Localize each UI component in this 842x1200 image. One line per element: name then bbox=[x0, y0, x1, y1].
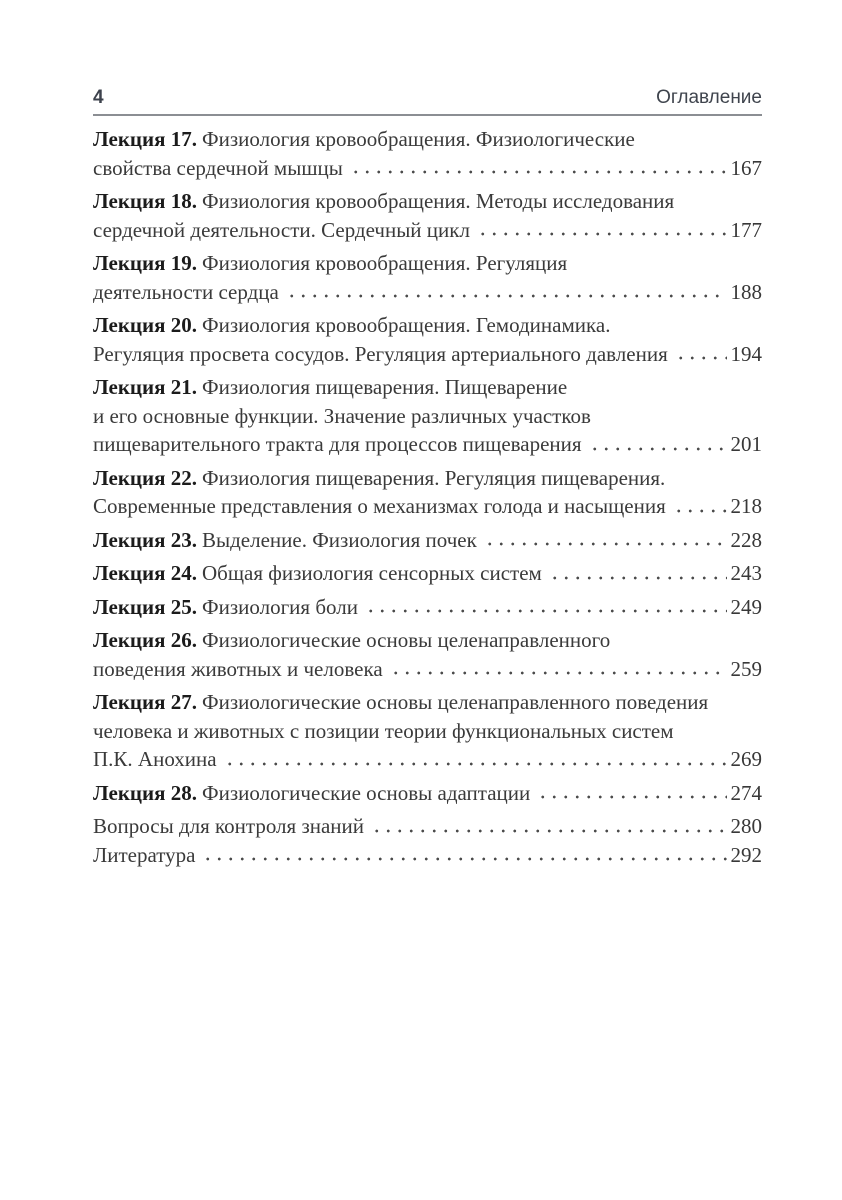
toc-entry bbox=[93, 249, 762, 306]
toc-entry bbox=[93, 779, 762, 808]
dot-leader bbox=[363, 593, 727, 622]
page-ref: 201 bbox=[730, 432, 762, 456]
dot-leader bbox=[547, 559, 727, 588]
toc-entry bbox=[93, 812, 762, 841]
entry-title-text: Физиология кровообращения. Физиологические bbox=[202, 127, 635, 151]
entry-title-text: Физиология пищеварения. Регуляция пищеварения. bbox=[202, 465, 666, 490]
toc-entry-line bbox=[93, 430, 762, 459]
page-ref: 274 bbox=[730, 780, 762, 805]
lecture-label: Лекция 25. bbox=[93, 594, 197, 619]
toc-entry-line bbox=[93, 717, 762, 746]
toc-entry bbox=[93, 593, 762, 622]
dot-leader bbox=[535, 779, 726, 808]
toc-entry-line bbox=[93, 187, 762, 216]
entry-title-text: Физиологические основы адаптации bbox=[202, 780, 531, 805]
dot-leader bbox=[284, 278, 727, 307]
entry-title-text: Физиологические основы целенаправленного bbox=[202, 628, 611, 652]
toc-entry-line bbox=[93, 492, 762, 521]
page-ref: 167 bbox=[730, 155, 762, 180]
toc-entry-line bbox=[93, 626, 762, 655]
dot-leader bbox=[369, 812, 726, 841]
page-ref: 269 bbox=[730, 747, 762, 771]
entry-title-text: Общая физиология сенсорных систем bbox=[202, 561, 542, 585]
toc-entry bbox=[93, 187, 762, 244]
page-ref: 259 bbox=[730, 656, 762, 681]
toc-entry-line bbox=[93, 688, 762, 717]
toc-entry bbox=[93, 688, 762, 774]
toc-entry-line bbox=[93, 655, 762, 684]
entry-title-text: Физиология кровообращения. Регуляция bbox=[202, 251, 568, 275]
lecture-label: Лекция 24. bbox=[93, 561, 197, 585]
toc-entry-line bbox=[93, 249, 762, 278]
entry-title-text: человека и животных с позиции теории функциональных систем bbox=[93, 718, 674, 743]
entry-title-text: П.К. Анохина bbox=[93, 747, 217, 771]
entry-title-text: пищеварительного тракта для процессов пищеварения bbox=[93, 432, 582, 456]
toc-entry-line bbox=[93, 526, 762, 555]
page-ref: 188 bbox=[730, 279, 762, 304]
header-rule bbox=[93, 114, 762, 116]
toc-entry bbox=[93, 125, 762, 182]
dot-leader bbox=[671, 492, 727, 521]
toc-entry-line bbox=[93, 125, 762, 154]
dot-leader bbox=[475, 216, 727, 245]
toc-entry-line bbox=[93, 841, 762, 870]
toc-entry bbox=[93, 311, 762, 368]
lecture-label: Лекция 28. bbox=[93, 780, 197, 805]
page-content bbox=[93, 86, 762, 869]
entry-title-text: Современные представления о механизмах голода и насыщения bbox=[93, 494, 666, 518]
toc-entry bbox=[93, 464, 762, 521]
dot-leader bbox=[348, 154, 727, 183]
entry-title-text: Литература bbox=[93, 842, 196, 867]
dot-leader bbox=[587, 430, 727, 459]
page-ref: 243 bbox=[730, 561, 762, 585]
entry-title-text: Регуляция просвета сосудов. Регуляция артериального давления bbox=[93, 341, 668, 366]
toc-entry-line bbox=[93, 745, 762, 774]
page-ref: 292 bbox=[730, 842, 762, 867]
toc-entry-line bbox=[93, 311, 762, 340]
lecture-label: Лекция 17. bbox=[93, 127, 197, 151]
toc-entry-line bbox=[93, 340, 762, 369]
page-ref: 218 bbox=[730, 494, 762, 518]
running-header bbox=[93, 86, 762, 110]
page-ref: 177 bbox=[730, 217, 762, 242]
toc-entry-line bbox=[93, 559, 762, 588]
lecture-label: Лекция 23. bbox=[93, 527, 197, 552]
page-ref: 249 bbox=[730, 594, 762, 619]
entry-title-text: Выделение. Физиология почек bbox=[202, 527, 477, 552]
page-number: 4 bbox=[93, 87, 104, 108]
dot-leader bbox=[388, 655, 727, 684]
lecture-label: Лекция 22. bbox=[93, 465, 197, 490]
toc-entry-line bbox=[93, 779, 762, 808]
toc-entry-line bbox=[93, 154, 762, 183]
toc-entry-line bbox=[93, 402, 762, 431]
entry-title-text: Физиология пищеварения. Пищеварение bbox=[202, 375, 568, 399]
toc-entry-line bbox=[93, 593, 762, 622]
entry-title-text: Вопросы для контроля знаний bbox=[93, 814, 365, 838]
page-ref: 194 bbox=[730, 341, 762, 366]
toc-entry-line bbox=[93, 278, 762, 307]
entry-title-text: Физиологические основы целенаправленного поведения bbox=[202, 690, 709, 714]
page-ref: 228 bbox=[730, 527, 762, 552]
toc-entry bbox=[93, 559, 762, 588]
lecture-label: Лекция 26. bbox=[93, 628, 197, 652]
toc-entry-line bbox=[93, 464, 762, 493]
toc-entry-line bbox=[93, 373, 762, 402]
dot-leader bbox=[200, 841, 726, 870]
toc-entry bbox=[93, 626, 762, 683]
entry-title-text: Физиология кровообращения. Гемодинамика. bbox=[202, 313, 611, 337]
dot-leader bbox=[482, 526, 727, 555]
entry-title-text: сердечной деятельности. Сердечный цикл bbox=[93, 217, 470, 242]
lecture-label: Лекция 19. bbox=[93, 251, 197, 275]
toc-entry-line bbox=[93, 812, 762, 841]
running-header-title: Оглавление bbox=[656, 87, 762, 108]
toc-entry bbox=[93, 526, 762, 555]
lecture-label: Лекция 21. bbox=[93, 375, 197, 399]
toc-entry-line bbox=[93, 216, 762, 245]
entry-title-text: Физиология боли bbox=[202, 594, 358, 619]
lecture-label: Лекция 27. bbox=[93, 690, 197, 714]
page-ref: 280 bbox=[730, 814, 762, 838]
dot-leader bbox=[222, 745, 727, 774]
lecture-label: Лекция 18. bbox=[93, 189, 197, 213]
entry-title-text: свойства сердечной мышцы bbox=[93, 155, 343, 180]
toc-list bbox=[93, 125, 762, 869]
dot-leader bbox=[673, 340, 727, 369]
toc-entry bbox=[93, 841, 762, 870]
entry-title-text: Физиология кровообращения. Методы исследования bbox=[202, 189, 675, 213]
toc-entry bbox=[93, 373, 762, 459]
lecture-label: Лекция 20. bbox=[93, 313, 197, 337]
entry-title-text: и его основные функции. Значение различных участков bbox=[93, 403, 591, 428]
entry-title-text: поведения животных и человека bbox=[93, 656, 383, 681]
entry-title-text: деятельности сердца bbox=[93, 279, 279, 304]
